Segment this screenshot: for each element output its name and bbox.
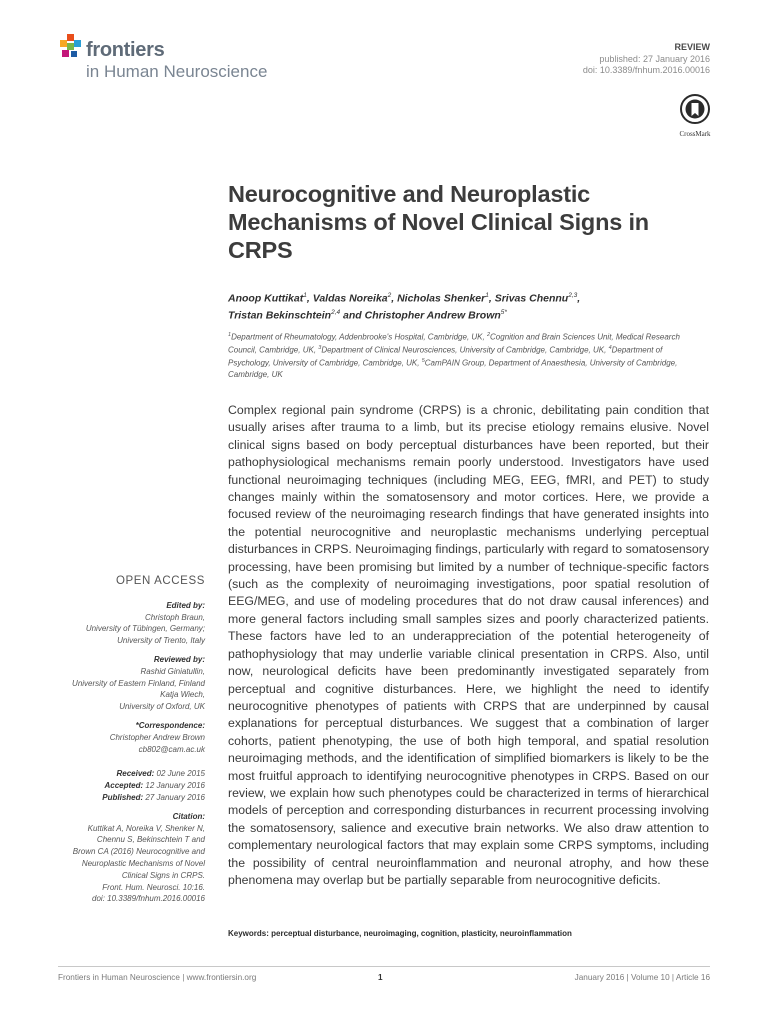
abstract-text: Complex regional pain syndrome (CRPS) is a chronic, debilitating pain condition that usually arises after trauma to a limb, but its precise etiology remains elusive. Novel clinical signs based on body perceptual disturbances have been reported, but their pathophysiological mechanisms remain poorly understood. Investigators have used functional neuroimaging techniques (including MEG, EEG, fMRI, and PET) to study changes mainly within the somatosensory and motor cortices. Here, we provide a focused review of the neuroimaging research findings that have generated insights into the potential neurocognitive and neuroplastic mechanisms underlying perceptual disturbances in CRPS. Neuroimaging findings, particularly with regard to somatosensory processing, have been promising but limited by a number of technique-specific factors (such as the complexity of neuroimaging investigations, poor spatial resolution of EEG/MEG, and use of modeling procedures that do not draw causal inferences) and more general factors including small samples sizes and poorly characterized patients. These factors have led to an underappreciation of the potential heterogeneity of pathophysiology that may underlie variable clinical presentation in CRPS. Also, until now, neurological deficits have been predominantly investigated separately from perceptual and cognitive disturbances. Here, we highlight the need to identify neurocognitive phenotypes of patients with CRPS that are underpinned by causal explanations for perceptual disturbances. We suggest that a combination of larger cohorts, patient phenotyping, the use of both high temporal, and spatial resolution neuroimaging methods, and the identification of simplified biomarkers is likely to be the most fruitful approach to identifying neurocognitive phenotypes in CRPS. Based on our review, we explain how such phenotypes could be characterized in terms of hierarchical models of perception and corresponding disturbances in recurrent processing involving the somatosensory, salience and executive brain networks. We also draw attention to complementary neurological factors that may explain some CRPS symptoms, including the possibility of central neuroinflammation and neuronal atrophy, and how these phenomena may overlap but be partially separable from neurocognitive deficits.: [228, 403, 709, 887]
affiliation-number: 1: [228, 332, 232, 338]
citation-line: Kuttikat A, Noreika V, Shenker N,: [87, 823, 205, 833]
affiliation-text: Department of Psychology, University of Cambridge, Cambridge, UK,: [228, 345, 663, 368]
reviewer-line: Katja Wiech,: [160, 690, 205, 700]
published-date: published: 27 January 2016: [599, 53, 710, 64]
author-name: Valdas Noreika: [312, 292, 388, 305]
author-affiliation-number: 1: [303, 292, 307, 299]
correspondence-label: *Correspondence:: [135, 720, 205, 730]
logo-square: [67, 43, 74, 50]
reviewer-line: Rashid Giniatullin,: [140, 666, 205, 676]
citation-line: Front. Hum. Neurosci. 10:16.: [102, 882, 205, 892]
author-name: Srivas Chennu: [494, 292, 569, 305]
citation-label: Citation:: [172, 811, 205, 821]
author-name: Anoop Kuttikat: [228, 292, 304, 305]
affiliation-text: Department of Rheumatology, Addenbrooke's Hospital, Cambridge, UK,: [231, 332, 487, 342]
author-name: Christopher Andrew Brown: [364, 309, 501, 321]
author-name: Nicholas Shenker: [397, 292, 486, 305]
affiliation-number: 5: [421, 358, 425, 365]
crossmark-icon: [680, 94, 710, 124]
citation-doi[interactable]: doi: 10.3389/fnhum.2016.00016: [92, 894, 205, 904]
reviewer-line: University of Oxford, UK: [119, 702, 205, 712]
article-type: REVIEW: [674, 42, 710, 52]
citation-line: Neuroplastic Mechanisms of Novel: [81, 858, 205, 868]
edited-by-label: Edited by:: [166, 600, 205, 610]
logo-square: [67, 34, 74, 41]
logo-square: [60, 40, 67, 47]
author-affiliation-number: 2,4: [331, 308, 341, 316]
reviewed-by-label: Reviewed by:: [153, 654, 205, 664]
correspondence-email[interactable]: cb802@cam.ac.uk: [138, 744, 205, 754]
footer-journal-link[interactable]: Frontiers in Human Neuroscience | www.frontiersin.org: [58, 973, 257, 982]
published-date-sidebar: Published: 27 January 2016: [102, 792, 205, 802]
affiliation-number: 4: [608, 345, 612, 352]
editor-line: University of Trento, Italy: [117, 636, 205, 646]
author-name: Tristan Bekinschtein: [228, 309, 332, 321]
citation-line: Chennu S, Bekinschtein T and: [96, 835, 205, 845]
affiliation-text: CamPAIN Group, Department of Anaesthesia, University of Cambridge, Cambridge, UK: [228, 358, 678, 380]
affiliation-number: 2: [486, 332, 491, 338]
reviewer-line: University of Eastern Finland, Finland: [72, 678, 205, 688]
article-info-sidebar: [60, 576, 205, 905]
article-title: Neurocognitive and Neuroplastic Mechanisms of Novel Clinical Signs in CRPS: [228, 181, 649, 263]
page-number: 1: [378, 973, 383, 982]
editor-line: Christoph Braun,: [144, 612, 205, 622]
correspondence-name: Christopher Andrew Brown: [109, 732, 205, 742]
crossmark-badge[interactable]: [674, 94, 716, 138]
crossmark-label: CrossMark: [679, 130, 711, 138]
logo-square: [62, 50, 69, 57]
logo-square: [71, 51, 77, 57]
footer-divider: [58, 966, 710, 967]
journal-name: frontiers: [86, 39, 165, 61]
logo-square: [74, 40, 81, 47]
author-affiliation-number: 2: [387, 292, 392, 299]
keywords: Keywords: perceptual disturbance, neuroimaging, cognition, plasticity, neuroinflammation: [228, 929, 572, 938]
affiliations: [228, 330, 698, 381]
open-access-label: OPEN ACCESS: [115, 575, 205, 587]
editor-line: University of Tübingen, Germany;: [85, 624, 205, 634]
affiliation-number: 3: [318, 345, 322, 352]
frontiers-logo-icon: [58, 34, 84, 60]
doi-link[interactable]: doi: 10.3389/fnhum.2016.00016: [582, 65, 710, 75]
author-affiliation-number: 1: [485, 292, 489, 299]
article-meta: [583, 42, 710, 77]
citation-line: Clinical Signs in CRPS.: [121, 870, 205, 880]
journal-logo: [58, 34, 298, 82]
affiliation-text: Cognition and Brain Sciences Unit, Medical Research Council, Cambridge, UK,: [228, 332, 680, 355]
author-list: Anoop Kuttikat$^1$, Valdas Noreika$^2$, Nicholas Shenker$^1$, Srivas Chennu$^{2,3}$, Tristan Bekinschtein$^{2,4}$ and Christopher Andrew Brown$^{5*}$: [228, 292, 581, 321]
author-affiliation-number: 5*: [500, 308, 507, 316]
accepted-date: Accepted: 12 January 2016: [104, 781, 205, 791]
journal-subtitle: in Human Neuroscience: [86, 62, 268, 81]
author-affiliation-number: 2,3: [568, 292, 578, 299]
footer-issue-info: January 2016 | Volume 10 | Article 16: [574, 973, 710, 982]
affiliation-text: Department of Clinical Neurosciences, University of Cambridge, Cambridge, UK,: [321, 345, 609, 355]
citation-line: Brown CA (2016) Neurocognitive and: [72, 847, 205, 857]
received-date: Received: 02 June 2015: [116, 769, 205, 779]
